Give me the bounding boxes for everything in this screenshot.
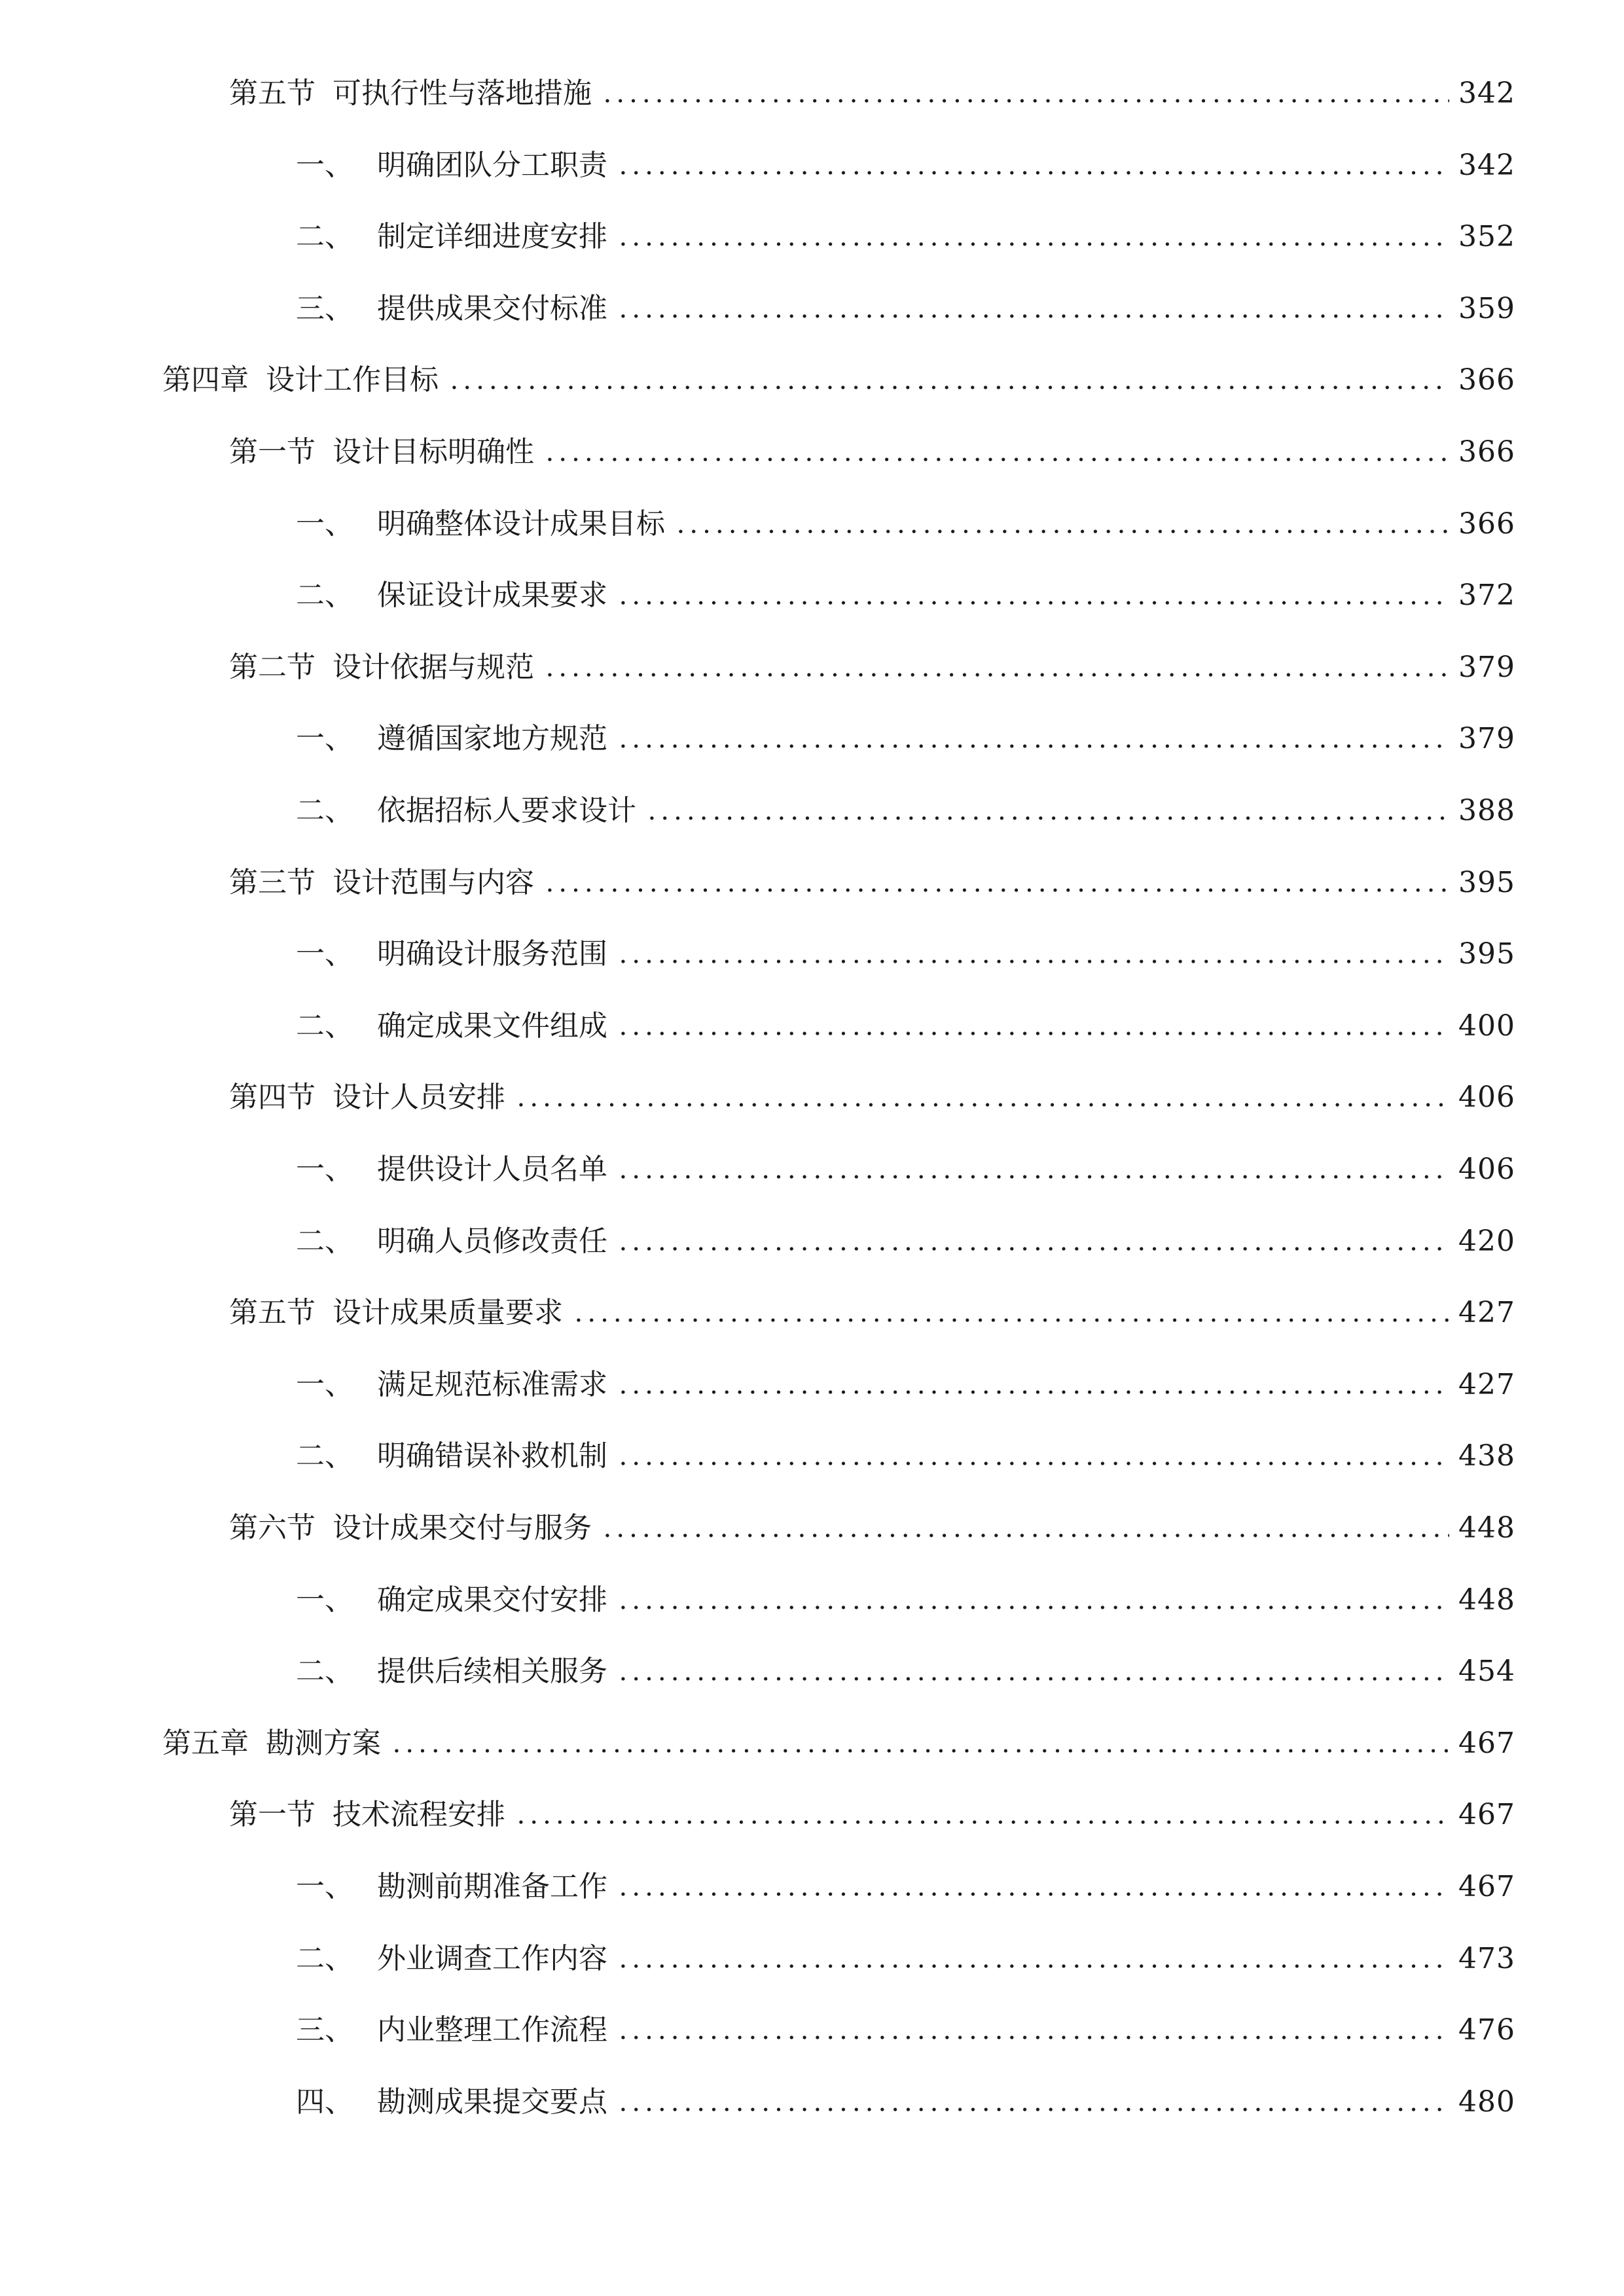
- toc-entry-page-number: 448: [1458, 1583, 1515, 1617]
- toc-entry-page-number: 467: [1458, 1726, 1515, 1760]
- toc-entry[interactable]: [229, 641, 1515, 694]
- toc-entry-page-number: 366: [1458, 363, 1515, 397]
- toc-entry[interactable]: [296, 785, 1515, 837]
- toc-entry[interactable]: [296, 928, 1515, 980]
- toc-entry-title: 设计目标明确性: [333, 435, 534, 469]
- toc-entry[interactable]: [229, 1789, 1515, 1841]
- toc-dot-leader: [617, 2106, 1449, 2113]
- toc-entry-title: 设计成果交付与服务: [333, 1511, 592, 1545]
- toc-dot-leader: [543, 887, 1449, 893]
- toc-dot-leader: [617, 743, 1449, 749]
- toc-entry-title: 依据招标人要求设计: [377, 794, 636, 827]
- toc-entry-title: 明确设计服务范围: [377, 937, 607, 971]
- toc-entry[interactable]: [296, 2004, 1515, 2056]
- toc-dot-leader: [617, 1389, 1449, 1395]
- toc-entry[interactable]: [296, 1430, 1515, 1482]
- toc-dot-leader: [390, 1748, 1449, 1754]
- toc-entry-number: 第四节: [229, 1081, 316, 1115]
- toc-entry-title: 提供设计人员名单: [377, 1153, 607, 1186]
- toc-dot-leader: [514, 1819, 1449, 1825]
- toc-entry[interactable]: [296, 139, 1515, 192]
- toc-entry[interactable]: [296, 1861, 1515, 1913]
- toc-entry-number: 第一节: [229, 1798, 316, 1832]
- toc-entry-title: 提供后续相关服务: [377, 1655, 607, 1689]
- toc-entry-page-number: 400: [1458, 1009, 1515, 1043]
- toc-dot-leader: [617, 1460, 1449, 1467]
- toc-entry-title: 明确整体设计成果目标: [377, 507, 665, 541]
- toc-entry-title: 制定详细进度安排: [377, 220, 607, 254]
- toc-dot-leader: [617, 241, 1449, 247]
- toc-entry-title: 勘测成果提交要点: [377, 2085, 607, 2119]
- toc-entry-page-number: 427: [1458, 1296, 1515, 1330]
- toc-entry-page-number: 467: [1458, 1798, 1515, 1832]
- toc-entry-number: 一、: [296, 1153, 353, 1186]
- toc-entry-number: 二、: [296, 1655, 353, 1689]
- toc-entry-number: 一、: [296, 148, 353, 182]
- toc-entry-title: 设计工作目标: [266, 363, 439, 397]
- toc-dot-leader: [617, 1676, 1449, 1682]
- toc-entry-page-number: 366: [1458, 435, 1515, 469]
- toc-entry-page-number: 359: [1458, 291, 1515, 325]
- toc-entry-page-number: 379: [1458, 650, 1515, 684]
- toc-dot-leader: [543, 672, 1449, 678]
- toc-entry-title: 设计成果质量要求: [333, 1296, 563, 1330]
- toc-entry[interactable]: [296, 2076, 1515, 2128]
- toc-dot-leader: [617, 1963, 1449, 1969]
- toc-dot-leader: [617, 2034, 1449, 2041]
- toc-dot-leader: [543, 456, 1449, 463]
- toc-entry-number: 第五节: [229, 77, 316, 110]
- toc-entry-title: 内业整理工作流程: [377, 2013, 607, 2047]
- toc-entry[interactable]: [296, 1143, 1515, 1196]
- toc-entry-page-number: 379: [1458, 722, 1515, 756]
- toc-entry-title: 明确人员修改责任: [377, 1224, 607, 1258]
- toc-entry[interactable]: [296, 283, 1515, 335]
- toc-entry-number: 第四章: [162, 363, 249, 397]
- toc-entry-page-number: 395: [1458, 865, 1515, 899]
- toc-entry-number: 一、: [296, 1367, 353, 1401]
- toc-entry-title: 保证设计成果要求: [377, 579, 607, 613]
- toc-entry-title: 勘测前期准备工作: [377, 1870, 607, 1903]
- toc-entry[interactable]: [296, 1574, 1515, 1626]
- toc-entry-title: 设计范围与内容: [333, 865, 534, 899]
- toc-entry-number: 一、: [296, 937, 353, 971]
- toc-entry[interactable]: [229, 857, 1515, 909]
- toc-entry[interactable]: [296, 1645, 1515, 1698]
- toc-entry-number: 二、: [296, 220, 353, 254]
- toc-entry-page-number: 366: [1458, 507, 1515, 541]
- toc-entry-number: 二、: [296, 579, 353, 613]
- toc-dot-leader: [601, 98, 1449, 104]
- toc-entry-page-number: 406: [1458, 1081, 1515, 1115]
- toc-entry-number: 二、: [296, 1941, 353, 1975]
- toc-entry-page-number: 480: [1458, 2085, 1515, 2119]
- toc-entry-page-number: 406: [1458, 1153, 1515, 1186]
- toc-dot-leader: [674, 528, 1449, 535]
- toc-dot-leader: [617, 170, 1449, 176]
- toc-entry-number: 第二节: [229, 650, 316, 684]
- toc-entry-number: 第一节: [229, 435, 316, 469]
- toc-entry-page-number: 448: [1458, 1511, 1515, 1545]
- toc-entry-number: 一、: [296, 722, 353, 756]
- toc-entry-number: 一、: [296, 507, 353, 541]
- toc-entry-title: 明确错误补救机制: [377, 1439, 607, 1473]
- toc-entry[interactable]: [229, 1287, 1515, 1339]
- toc-entry-title: 满足规范标准需求: [377, 1367, 607, 1401]
- toc-dot-leader: [572, 1317, 1449, 1323]
- toc-entry-title: 提供成果交付标准: [377, 291, 607, 325]
- toc-entry-title: 技术流程安排: [333, 1798, 505, 1832]
- toc-entry-page-number: 372: [1458, 579, 1515, 613]
- toc-entry-number: 一、: [296, 1583, 353, 1617]
- toc-dot-leader: [617, 1030, 1449, 1037]
- toc-entry[interactable]: [229, 67, 1515, 120]
- toc-entry-title: 遵循国家地方规范: [377, 722, 607, 756]
- toc-dot-leader: [617, 1174, 1449, 1180]
- toc-entry-title: 外业调查工作内容: [377, 1941, 607, 1975]
- toc-entry-number: 二、: [296, 1439, 353, 1473]
- toc-entry-page-number: 473: [1458, 1941, 1515, 1975]
- toc-entry[interactable]: [229, 1502, 1515, 1554]
- toc-entry-page-number: 388: [1458, 794, 1515, 827]
- toc-entry-title: 勘测方案: [266, 1726, 381, 1760]
- toc-entry-number: 二、: [296, 1224, 353, 1258]
- toc-entry-number: 二、: [296, 794, 353, 827]
- toc-entry-number: 二、: [296, 1009, 353, 1043]
- toc-entry-page-number: 438: [1458, 1439, 1515, 1473]
- toc-entry-number: 三、: [296, 2013, 353, 2047]
- toc-entry-title: 确定成果交付安排: [377, 1583, 607, 1617]
- toc-entry-number: 三、: [296, 291, 353, 325]
- toc-dot-leader: [617, 1246, 1449, 1252]
- toc-entry-title: 设计人员安排: [333, 1081, 505, 1115]
- toc-entry-page-number: 352: [1458, 220, 1515, 254]
- toc-entry-number: 一、: [296, 1870, 353, 1903]
- toc-entry-page-number: 467: [1458, 1870, 1515, 1903]
- toc-dot-leader: [645, 815, 1449, 821]
- toc-entry-number: 第三节: [229, 865, 316, 899]
- toc-dot-leader: [617, 600, 1449, 606]
- toc-entry[interactable]: [296, 1000, 1515, 1052]
- toc-entry-title: 确定成果文件组成: [377, 1009, 607, 1043]
- toc-entry-number: 四、: [296, 2085, 353, 2119]
- toc-entry[interactable]: [296, 713, 1515, 765]
- toc-dot-leader: [617, 958, 1449, 965]
- toc-dot-leader: [601, 1532, 1449, 1539]
- toc-dot-leader: [514, 1102, 1449, 1108]
- toc-entry[interactable]: [229, 1071, 1515, 1124]
- toc-entry-page-number: 395: [1458, 937, 1515, 971]
- toc-entry[interactable]: [229, 426, 1515, 478]
- toc-entry-title: 设计依据与规范: [333, 650, 534, 684]
- toc-entry-page-number: 342: [1458, 148, 1515, 182]
- toc-dot-leader: [617, 1604, 1449, 1611]
- toc-entry[interactable]: [296, 211, 1515, 263]
- toc-entry[interactable]: [296, 1359, 1515, 1411]
- toc-entry-page-number: 427: [1458, 1367, 1515, 1401]
- toc-entry[interactable]: [296, 569, 1515, 622]
- toc-entry-page-number: 342: [1458, 77, 1515, 110]
- toc-entry[interactable]: [162, 1717, 1515, 1770]
- toc-entry[interactable]: [296, 1933, 1515, 1985]
- toc-entry-title: 明确团队分工职责: [377, 148, 607, 182]
- toc-dot-leader: [617, 313, 1449, 319]
- toc-entry-number: 第五章: [162, 1726, 249, 1760]
- toc-entry-page-number: 454: [1458, 1655, 1515, 1689]
- toc-entry[interactable]: [296, 498, 1515, 550]
- toc-entry[interactable]: [296, 1215, 1515, 1268]
- toc-entry-page-number: 476: [1458, 2013, 1515, 2047]
- toc-dot-leader: [448, 384, 1449, 391]
- toc-entry[interactable]: [162, 354, 1515, 406]
- toc-entry-title: 可执行性与落地措施: [333, 77, 592, 110]
- toc-entry-number: 第五节: [229, 1296, 316, 1330]
- toc-entry-number: 第六节: [229, 1511, 316, 1545]
- toc-entry-page-number: 420: [1458, 1224, 1515, 1258]
- toc-dot-leader: [617, 1891, 1449, 1897]
